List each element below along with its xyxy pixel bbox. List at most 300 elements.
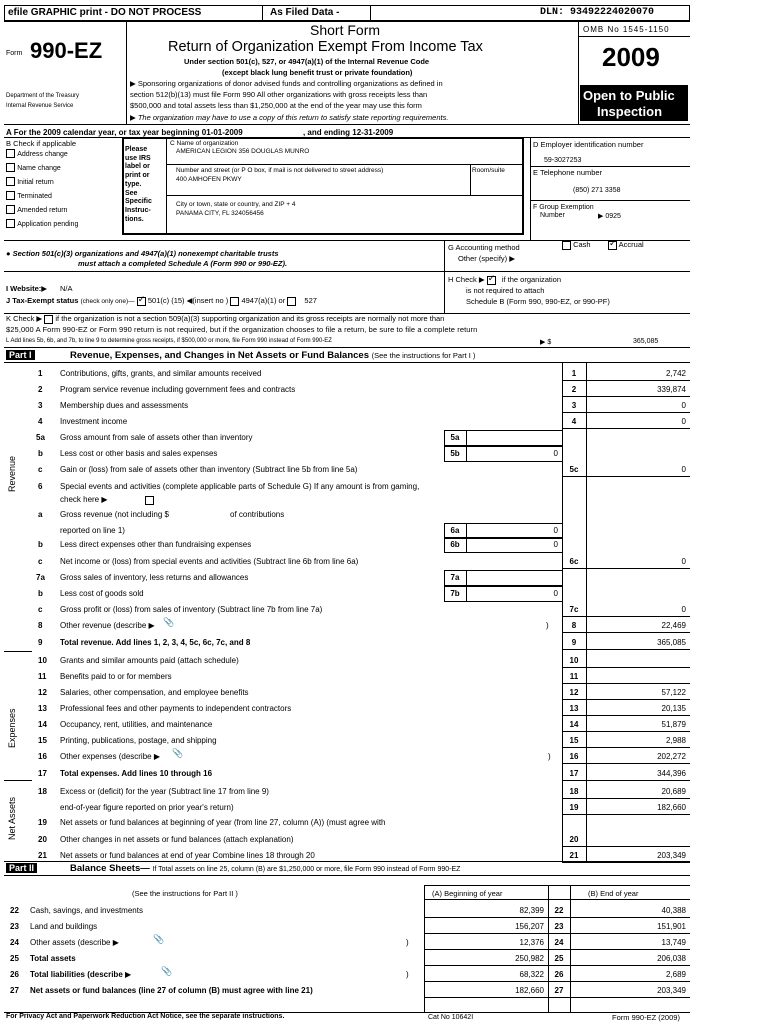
line-ref: 22: [554, 906, 564, 915]
line-label: Printing, publications, postage, and shipping: [60, 736, 217, 745]
line-amount: 57,122: [661, 688, 686, 697]
line-number: c: [38, 465, 43, 474]
beginning-of-year-amount: 82,399: [519, 906, 544, 915]
line-ref: 16: [569, 752, 579, 761]
amended-return-item[interactable]: [6, 205, 67, 214]
attachment-icon[interactable]: 📎: [153, 935, 165, 945]
city-value: PANAMA CITY, FL 324056456: [176, 210, 264, 217]
line-rule: [562, 747, 690, 748]
dln-text: DLN: 93492224020070: [540, 7, 655, 18]
net-assets-side-label: Net Assets: [7, 796, 17, 840]
line-number: 13: [38, 704, 47, 713]
k-line: [6, 314, 444, 324]
line-amount: 51,879: [661, 720, 686, 729]
line-ref: 27: [554, 986, 564, 995]
accrual-option[interactable]: [608, 240, 644, 250]
line-rule: [562, 667, 690, 668]
gaming-checkbox[interactable]: [145, 496, 154, 505]
line-amount: 2,988: [665, 736, 686, 745]
line-ref: 7c: [569, 605, 579, 614]
line-label: Cash, savings, and investments: [30, 906, 143, 915]
sub-amount-value: 0: [553, 526, 558, 535]
line-number: 25: [10, 954, 19, 963]
line-label: Other assets (describe ▶: [30, 938, 119, 947]
line-ref: 8: [571, 621, 577, 630]
line-number: 19: [38, 818, 47, 827]
line-rule: [562, 763, 690, 764]
rule: [424, 885, 690, 886]
sponsor-line-2: section 512(b)(13) must file Form 990 All other organizations with gross receipts less than: [130, 90, 428, 99]
line-rule: [562, 798, 690, 799]
sub-line-ref: 5a: [450, 433, 460, 442]
rule: [4, 861, 690, 862]
initial-return-checkbox[interactable]: [6, 177, 15, 186]
describe-close-paren: ): [546, 621, 549, 630]
line-ref: 10: [569, 656, 579, 665]
sub-amount-value: 0: [553, 589, 558, 598]
initial-return-label: Initial return: [17, 179, 54, 186]
sub-box-divider: [466, 586, 467, 602]
line-label: Net assets or fund balances at end of year Combine lines 18 through 20: [60, 851, 315, 860]
terminated-checkbox[interactable]: [6, 191, 15, 200]
form-prefix: Form: [6, 50, 23, 57]
line-ref: 3: [571, 401, 577, 410]
line-rule: [424, 965, 690, 966]
part-1-title-note: (See the instructions for Part I ): [371, 351, 476, 360]
line-number: 8: [38, 621, 43, 630]
rule: [4, 780, 32, 781]
privacy-act-notice: For Privacy Act and Paperwork Reduction Act Notice, see the separate instructions.: [6, 1013, 285, 1020]
line-amount: 0: [681, 605, 686, 614]
line-number: 11: [38, 672, 47, 681]
line-label: Membership dues and assessments: [60, 401, 189, 410]
rule: [444, 271, 445, 313]
sub-amount-value: 0: [553, 540, 558, 549]
line-number: 20: [38, 835, 47, 844]
line-label: Professional fees and other payments to independent contractors: [60, 704, 292, 713]
cash-checkbox[interactable]: [562, 241, 571, 250]
schedule-b-check[interactable]: [448, 275, 561, 285]
line-amount: 203,349: [657, 851, 686, 860]
accrual-checkbox[interactable]: [608, 241, 617, 250]
line-label: Less direct expenses other than fundraising expenses: [60, 540, 252, 549]
line-label-continued: reported on line 1): [60, 526, 125, 535]
group-exemption-value: ▶ 0925: [598, 213, 621, 220]
line-label: Salaries, other compensation, and employee benefits: [60, 688, 249, 697]
line-rule: [562, 814, 690, 815]
address-change-checkbox[interactable]: [6, 149, 15, 158]
line-rule: [562, 476, 690, 477]
beginning-of-year-amount: 12,376: [519, 938, 544, 947]
line-rule: [562, 568, 690, 569]
line-number: 4: [38, 417, 43, 426]
room-suite-label: Room/suite: [472, 167, 505, 174]
sub-line-ref: 6a: [450, 526, 460, 535]
line-label: Program service revenue including government fees and contracts: [60, 385, 296, 394]
line-amount: 2,742: [665, 369, 686, 378]
line-label: Total revenue. Add lines 1, 2, 3, 4, 5c, 6c, 7c, and 8: [60, 638, 251, 647]
application-pending-checkbox[interactable]: [6, 219, 15, 228]
amended-return-label: Amended return: [17, 207, 68, 214]
please-line: Specific: [125, 198, 152, 206]
department-name: Department of the Treasury: [6, 93, 80, 99]
line-rule: [562, 616, 690, 617]
status-501c-label: 501(c) (15) ◀(insert no ): [147, 296, 229, 305]
rule: [530, 200, 690, 201]
line-number: b: [38, 449, 43, 458]
line-number: 23: [10, 922, 19, 931]
schedule-a-note-2: must attach a completed Schedule A (Form 990 or 990-EZ).: [78, 259, 288, 268]
sub-line-ref: 7b: [450, 589, 460, 598]
line-ref: 1: [571, 369, 577, 378]
line-rule: [562, 731, 690, 732]
tax-year-end-text: , and ending 12-31-2009: [302, 128, 394, 137]
end-of-year-amount: 2,689: [665, 970, 686, 979]
line-number: 5a: [36, 433, 45, 442]
line-ref: 14: [569, 720, 579, 729]
terminated-item[interactable]: [6, 191, 52, 200]
tax-year-line: [6, 128, 393, 137]
sub-line-ref: 7a: [450, 573, 460, 582]
rule: [4, 124, 690, 125]
line-rule: [562, 632, 690, 633]
line-label: Other expenses (describe ▶: [60, 752, 160, 761]
line-ref: 17: [569, 769, 579, 778]
name-change-label: Name change: [17, 165, 61, 172]
line-amount: 0: [681, 465, 686, 474]
short-form-label: Short Form: [310, 22, 381, 38]
line-rule: [562, 412, 690, 413]
tax-year-begin-text: A For the 2009 calendar year, or tax year beginning 01-01-2009: [6, 128, 243, 137]
line-ref: 23: [554, 922, 564, 931]
line-label-continued: check here ▶: [60, 495, 108, 504]
line-label: Benefits paid to or for members: [60, 672, 172, 681]
line-number: b: [38, 540, 43, 549]
line-rule: [562, 683, 690, 684]
k-text: if the organization is not a section 509(a)(3) supporting organization and its gross receipts are normally not more than: [55, 314, 445, 323]
end-of-year-amount: 203,349: [657, 986, 686, 995]
accounting-method-label: G Accounting method: [448, 243, 520, 252]
line-label: Gross amount from sale of assets other than inventory: [60, 433, 253, 442]
org-name-label: C Name of organization: [170, 140, 239, 147]
please-line: type.: [125, 180, 142, 188]
line-rule: [424, 933, 690, 934]
line-number: 27: [10, 986, 19, 995]
line-number: c: [38, 605, 43, 614]
rule: [4, 362, 690, 363]
attachment-icon[interactable]: 📎: [163, 618, 175, 628]
line-number: 6: [38, 482, 43, 491]
application-pending-item[interactable]: [6, 219, 78, 228]
form-title: Return of Organization Exempt From Income Tax: [168, 39, 483, 55]
line-number: 24: [10, 938, 19, 947]
sub-line-ref: 5b: [450, 449, 460, 458]
tax-exempt-note: (check only one)—: [80, 298, 135, 305]
attachment-icon[interactable]: 📎: [172, 749, 184, 759]
line-label: Other changes in net assets or fund balances (attach explanation): [60, 835, 294, 844]
ein-value: 59-3027253: [544, 157, 582, 164]
form-subtitle-2: (except black lung benefit trust or private foundation): [222, 68, 413, 77]
schedule-a-note-1: ● Section 501(c)(3) organizations and 4947(a)(1) nonexempt charitable trusts: [6, 249, 279, 258]
accrual-label: Accrual: [618, 240, 644, 249]
line-amount: 365,085: [657, 638, 686, 647]
line-ref: 11: [569, 672, 579, 681]
line-rule: [562, 649, 690, 650]
part-1-title-text: Revenue, Expenses, and Changes in Net Assets or Fund Balances: [70, 350, 369, 361]
line-number: 10: [38, 656, 47, 665]
line-rule: [562, 715, 690, 716]
column-b-header: (B) End of year: [588, 889, 639, 898]
line-rule: [562, 862, 690, 863]
initial-return-item[interactable]: [6, 177, 54, 186]
line-ref: 26: [554, 970, 564, 979]
line-number: a: [38, 510, 43, 519]
sponsor-line-1: ▶ Sponsoring organizations of donor advised funds and controlling organizations as defined in: [130, 79, 443, 88]
line-rule: [562, 699, 690, 700]
expenses-side-label: Expenses: [7, 708, 17, 748]
line-number: 7a: [36, 573, 45, 582]
please-line: tions.: [125, 215, 144, 223]
rule: [166, 137, 167, 235]
beginning-of-year-amount: 182,660: [515, 986, 544, 995]
rule: [166, 195, 524, 196]
beginning-of-year-amount: 156,207: [515, 922, 544, 931]
line-label: Grants and similar amounts paid (attach schedule): [60, 656, 239, 665]
line-label: Excess or (deficit) for the year (Subtract line 17 from line 9): [60, 787, 269, 796]
line-label-continued: end-of-year figure reported on prior year's return): [60, 803, 234, 812]
rule: [586, 362, 587, 862]
beginning-of-year-amount: 68,322: [519, 970, 544, 979]
line-rule: [424, 917, 690, 918]
line-ref: 12: [569, 688, 579, 697]
sub-amount-value: 0: [553, 449, 558, 458]
l-arrow: ▶ $: [540, 339, 552, 346]
gross-receipts-value: 365,085: [633, 338, 659, 345]
describe-close-paren: ): [406, 938, 409, 947]
part-2-title: [70, 863, 460, 874]
line-number: 18: [38, 787, 47, 796]
rule: [4, 271, 690, 272]
catalog-number: Cat No 10642I: [428, 1014, 474, 1021]
tax-year: 2009: [602, 42, 660, 72]
line-label: Total expenses. Add lines 10 through 16: [60, 769, 213, 778]
banner-divider-2: [370, 5, 371, 21]
part-1-label: Part I: [6, 350, 35, 360]
k-checkbox[interactable]: [44, 315, 53, 324]
sub-box-divider: [466, 570, 467, 586]
status-501c-checkbox[interactable]: [137, 297, 146, 306]
line-amount: 0: [681, 557, 686, 566]
please-line: See: [125, 189, 138, 197]
line-label: Gross revenue (not including $: [60, 510, 169, 519]
cash-label: Cash: [573, 240, 591, 249]
line-label: Investment income: [60, 417, 128, 426]
please-line: Instruc-: [125, 206, 151, 214]
line-rule: [562, 380, 690, 381]
please-line: Please: [125, 146, 148, 153]
line-number: 1: [38, 369, 43, 378]
revenue-side-label: Revenue: [7, 455, 17, 492]
line-label: Net income or (loss) from special events and activities (Subtract line 6b from line 6a): [60, 557, 359, 566]
schedule-b-text-3: Schedule B (Form 990, 990-EZ, or 990-PF): [466, 297, 610, 306]
sub-box-divider: [466, 446, 467, 462]
line-rule: [562, 846, 690, 847]
line-ref: 25: [554, 954, 564, 963]
please-line: print or: [125, 172, 150, 180]
line-label: Occupancy, rent, utilities, and maintenance: [60, 720, 213, 729]
line-label: Net assets or fund balances (line 27 of column (B) must agree with line 21): [30, 986, 313, 995]
line-ref: 13: [569, 704, 579, 713]
form-subtitle-1: Under section 501(c), 527, or 4947(a)(1) of the Internal Revenue Code: [184, 57, 430, 66]
line-ref: 19: [569, 803, 579, 812]
cash-option[interactable]: [562, 240, 591, 250]
column-a-header: (A) Beginning of year: [432, 889, 503, 898]
beginning-of-year-amount: 250,982: [515, 954, 544, 963]
line-ref: 6c: [569, 557, 579, 566]
line-number: 9: [38, 638, 43, 647]
line-ref: 24: [554, 938, 564, 947]
rule: [578, 36, 690, 37]
org-name-value: AMERICAN LEGION 356 DOUGLAS MUNRO: [176, 148, 310, 155]
k-line-2: $25,000 A Form 990-EZ or Form 990 return is not required, but if the organization chooses to file a return, be sure to file a complete return: [6, 325, 478, 334]
status-4947-checkbox[interactable]: [230, 297, 239, 306]
banner-divider: [262, 5, 263, 21]
rule: [4, 875, 690, 876]
describe-close-paren: ): [406, 970, 409, 979]
k-check-label: K Check ▶: [6, 314, 43, 323]
open-to-public-line-2: Inspection: [597, 104, 663, 119]
line-amount: 22,469: [661, 621, 686, 630]
line-ref: 4: [571, 417, 577, 426]
application-pending-label: Application pending: [17, 221, 79, 228]
phone-value: (850) 271 3358: [573, 187, 621, 194]
attachment-icon[interactable]: 📎: [161, 967, 173, 977]
line-number: 17: [38, 769, 47, 778]
line-ref: 15: [569, 736, 579, 745]
line-number: 2: [38, 385, 43, 394]
part-1-title: [70, 350, 475, 361]
line-amount: 20,135: [661, 704, 686, 713]
address-change-item[interactable]: [6, 149, 68, 158]
line-rule: [424, 949, 690, 950]
line-label: Total assets: [30, 954, 76, 963]
rule: [126, 21, 127, 124]
l-line-text: L Add lines 5b, 6b, and 7b, to line 9 to determine gross receipts, if $500,000 or more, file Form 990 instead of Form 990-EZ: [6, 338, 332, 344]
line-label: Gross profit or (loss) from sales of inventory (Subtract line 7b from line 7a): [60, 605, 323, 614]
part-2-see-instructions: (See the instructions for Part II ): [132, 889, 238, 898]
form-number: 990-EZ: [30, 38, 103, 63]
describe-close-paren: ): [548, 752, 551, 761]
line-number: 22: [10, 906, 19, 915]
schedule-b-text: if the organization: [501, 275, 562, 284]
schedule-b-checkbox[interactable]: [487, 276, 496, 285]
line-rule: [562, 396, 690, 397]
line-amount: 202,272: [657, 752, 686, 761]
tax-exempt-label: J Tax-Exempt status: [6, 296, 79, 305]
sub-box-divider: [466, 537, 467, 553]
please-instructions: [125, 146, 152, 224]
end-of-year-amount: 13,749: [661, 938, 686, 947]
line-rule: [424, 997, 690, 998]
end-of-year-amount: 206,038: [657, 954, 686, 963]
status-527-label: 527: [304, 296, 317, 305]
name-change-item[interactable]: [6, 163, 61, 172]
sub-line-ref: 6b: [450, 540, 460, 549]
status-4947-label: 4947(a)(1) or: [241, 296, 286, 305]
sub-box-divider: [466, 430, 467, 446]
line-label: Contributions, gifts, grants, and similar amounts received: [60, 369, 262, 378]
line-label: Less cost or other basis and sales expenses: [60, 449, 218, 458]
line-amount: 344,396: [657, 769, 686, 778]
line-amount: 0: [681, 401, 686, 410]
line-ref: 5c: [569, 465, 579, 474]
banner-left-text: efile GRAPHIC print - DO NOT PROCESS: [8, 7, 202, 18]
line-label: Other revenue (describe ▶: [60, 621, 155, 630]
line-amount: 182,660: [657, 803, 686, 812]
line-number: 3: [38, 401, 43, 410]
banner-middle-text: As Filed Data -: [270, 7, 340, 18]
line-label: Gain or (loss) from sale of assets other than inventory (Subtract line 5b from line 5a): [60, 465, 358, 474]
phone-label: E Telephone number: [533, 168, 603, 177]
rule: [530, 166, 690, 167]
line-number: c: [38, 557, 43, 566]
rule: [470, 164, 471, 195]
rule: [4, 347, 690, 348]
irs-name: Internal Revenue Service: [6, 103, 74, 109]
line-number: 21: [38, 851, 47, 860]
check-h-label: H Check ▶: [448, 275, 485, 284]
status-527-checkbox[interactable]: [287, 297, 296, 306]
form-footer-id: Form 990-EZ (2009): [612, 1013, 680, 1022]
omb-number: OMB No 1545-1150: [583, 25, 670, 34]
sponsor-line-3: $500,000 and total assets less than $1,250,000 at the end of the year may use this form: [130, 101, 422, 110]
rule: [424, 899, 690, 900]
line-label: Total liabilities (describe ▶: [30, 970, 132, 979]
part-2-title-text: Balance Sheets—: [70, 863, 150, 874]
check-if-applicable-label: B Check if applicable: [6, 139, 77, 148]
address-change-label: Address change: [17, 151, 68, 158]
part-2-label: Part II: [6, 863, 37, 873]
terminated-label: Terminated: [17, 193, 52, 200]
website-value: N/A: [60, 284, 73, 293]
line-label-continued: of contributions: [230, 510, 285, 519]
amended-return-checkbox[interactable]: [6, 205, 15, 214]
line-rule: [424, 981, 690, 982]
end-of-year-amount: 40,388: [661, 906, 686, 915]
street-value: 400 AMHOFEN PKWY: [176, 176, 242, 183]
website-label: I Website:▶: [6, 284, 48, 293]
rule: [4, 651, 32, 652]
line-label: Special events and activities (complete applicable parts of Schedule G) If any amount is from gaming,: [60, 482, 420, 491]
name-change-checkbox[interactable]: [6, 163, 15, 172]
line-amount: 0: [681, 417, 686, 426]
street-label: Number and street (or P O box, if mail is not delivered to street address): [176, 167, 384, 174]
line-label: Land and buildings: [30, 922, 98, 931]
end-of-year-amount: 151,901: [657, 922, 686, 931]
please-line: use IRS: [125, 154, 151, 162]
line-ref: 20: [569, 835, 579, 844]
line-number: 14: [38, 720, 47, 729]
sponsor-line-4: ▶ The organization may have to use a copy of this return to satisfy state reporting requirements.: [130, 113, 449, 122]
ein-label: D Employer identification number: [533, 140, 644, 149]
rule: [530, 137, 531, 240]
line-number: b: [38, 589, 43, 598]
line-ref: 9: [571, 638, 577, 647]
line-label: Less cost of goods sold: [60, 589, 144, 598]
open-to-public-line-1: Open to Public: [583, 88, 675, 103]
line-amount: 339,874: [657, 385, 686, 394]
line-number: 15: [38, 736, 47, 745]
